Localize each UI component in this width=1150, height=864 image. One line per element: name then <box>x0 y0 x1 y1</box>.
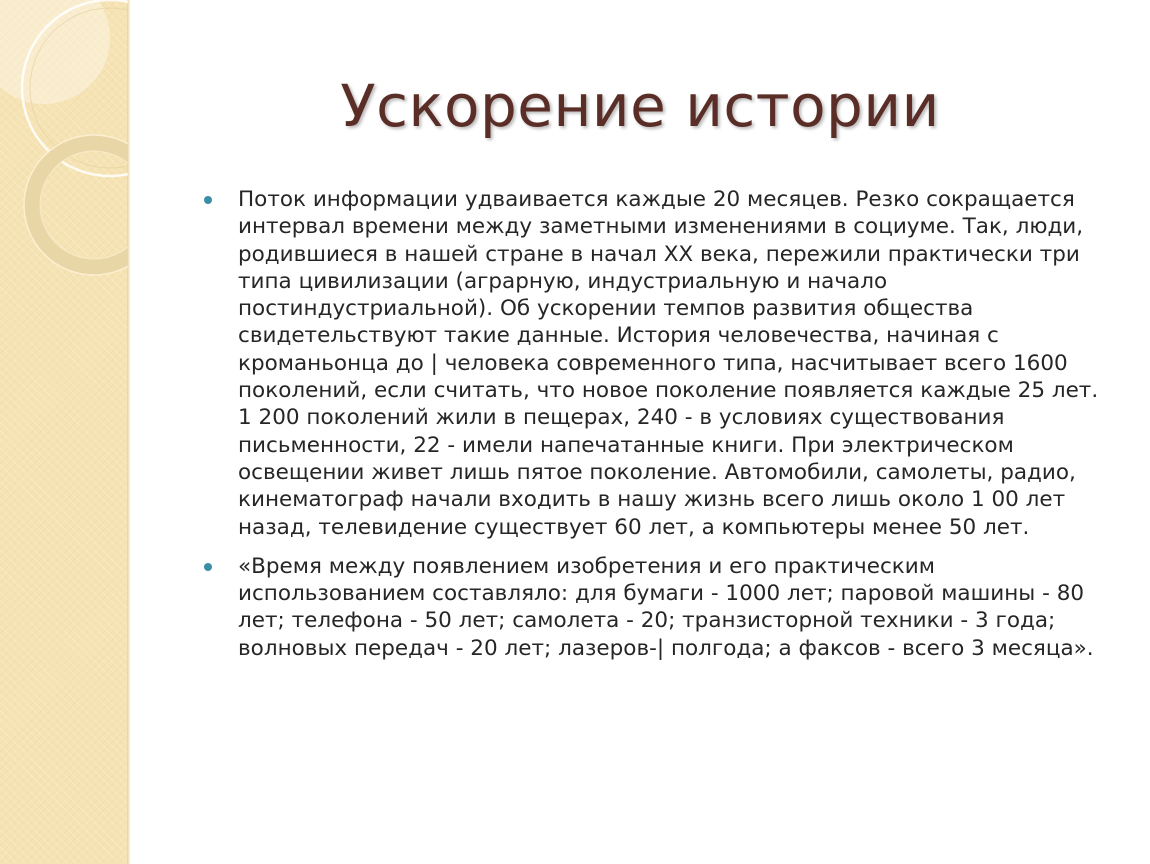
decorative-circles-icon <box>0 0 132 300</box>
bullet-item <box>204 186 1109 541</box>
bullet-dot-icon <box>204 563 212 571</box>
bullet-dot-icon <box>204 196 212 204</box>
slide-body <box>204 186 1109 674</box>
bullet-text: Поток информации удваивается каждые 20 месяцев. Резко сокращается интервал времени между заметными изменениями в социуме. Так, люди, родившиеся в нашей стране в начал XX века, пережили практически три типа цивилизации (аграрную, индустриальную и начало постиндустриальной). Об ускорении темпов развития общества свидетельствуют такие данные. История человечества, начиная с кроманьонца до | человека современного типа, насчитывает всего 1600 поколений, если считать, что новое поколение появляется каждые 25 лет. 1 200 поколений жили в пещерах, 240 - в условиях существования письменности, 22 - имели напечатанные книги. При электрическом освещении живет лишь пятое поколение. Автомобили, самолеты, радио, кинематограф начали входить в нашу жизнь всего лишь около 1 00 лет назад, телевидение существует 60 лет, а компьютеры менее 50 лет. <box>238 187 1099 540</box>
bullet-text: «Время между появлением изобретения и его практическим использованием составляло: для бумаги - 1000 лет; паровой машины - 80 лет; телефона - 50 лет; самолета - 20; транзисторной техники - 3 года; волновых передач - 20 лет; лазеров-| полгода; а факсов - всего 3 месяца». <box>238 553 1094 661</box>
slide-title: Ускорение истории <box>340 72 940 140</box>
bullet-item <box>204 553 1109 662</box>
